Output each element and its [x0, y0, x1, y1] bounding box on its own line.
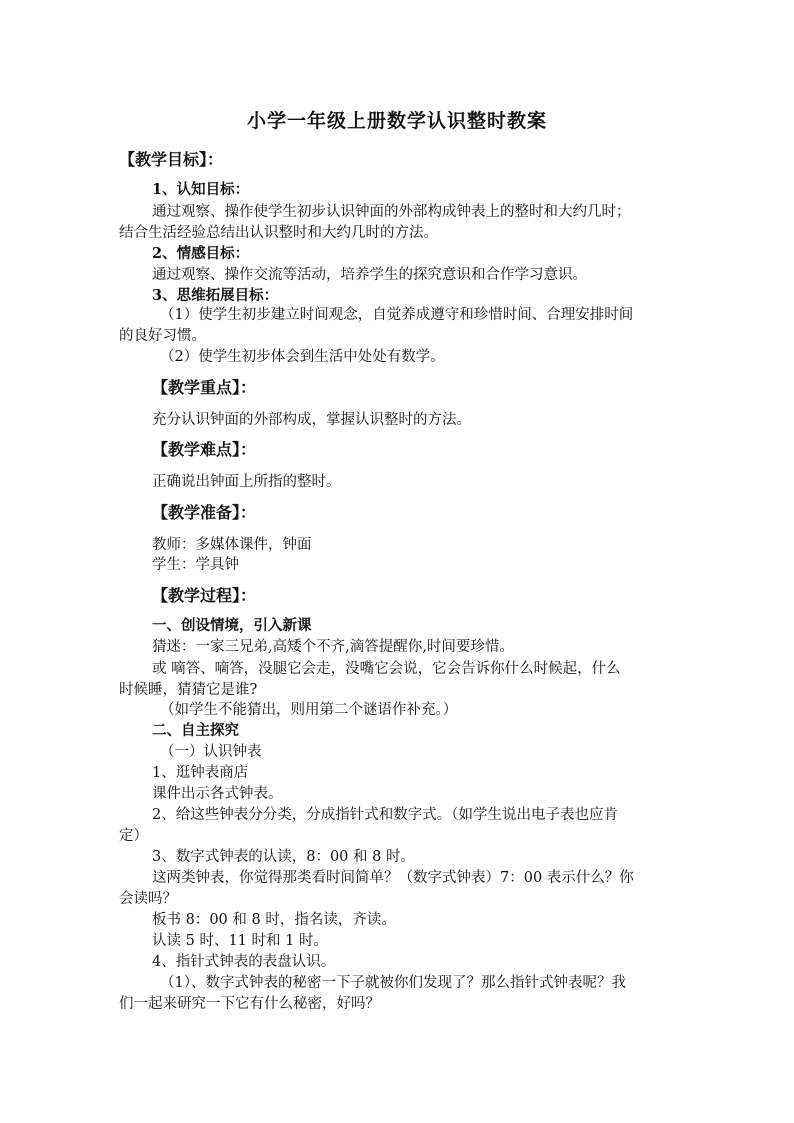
paragraph-line: （一）认识钟表 — [160, 744, 262, 760]
paragraph-line: 2、给这些钟表分分类，分成指针式和数字式。（如学生说出电子表也应肯 — [152, 807, 618, 823]
paragraph-line: 通过观察、操作使学生初步认识钟面的外部构成钟表上的整时和大约几时； — [152, 204, 631, 220]
document-title: 小学一年级上册数学认识整时教案 — [246, 110, 547, 132]
paragraph-line: 充分认识钟面的外部构成，掌握认识整时的方法。 — [152, 412, 471, 428]
paragraph-line: （2）使学生初步体会到生活中处处有数学。 — [160, 349, 445, 365]
section-heading-key-points: 【教学重点】： — [152, 378, 257, 397]
paragraph-line: 时候睡，猜猜它是谁? — [119, 682, 258, 698]
paragraph-line: 会读吗？ — [119, 891, 177, 907]
paragraph-line: 认读 5 时、11 时和 1 时。 — [152, 933, 328, 949]
section-heading-difficulties: 【教学难点】： — [152, 440, 257, 459]
paragraph-line: （1）使学生初步建立时间观念，自觉养成遵守和珍惜时间、合理安排时间 — [160, 307, 634, 323]
paragraph-line: 这两类钟表，你觉得那类看时间简单？（数字式钟表）7：00 表示什么？你 — [152, 870, 634, 886]
paragraph-line: 通过观察、操作交流等活动，培养学生的探究意识和合作学习意识。 — [152, 267, 587, 283]
subheading-thinking-goal: 3、思维拓展目标： — [152, 287, 279, 304]
section-heading-goals: 【教学目标】： — [119, 150, 224, 169]
paragraph-line: 教师：多媒体课件，钟面 — [152, 537, 312, 553]
paragraph-line: （如学生不能猜出，则用第二个谜语作补充。） — [160, 702, 458, 718]
paragraph-line: 学生：学具钟 — [152, 557, 239, 573]
paragraph-line: 们一起来研究一下它有什么秘密，好吗？ — [119, 996, 380, 1012]
paragraph-line: 的良好习惯。 — [119, 328, 206, 344]
paragraph-line: 正确说出钟面上所指的整时。 — [152, 474, 341, 490]
paragraph-line: 4、指针式钟表的表盘认识。 — [152, 954, 336, 970]
subheading-create-scenario: 一、创设情境，引入新课 — [152, 617, 312, 634]
subheading-cognitive-goal: 1、认知目标： — [152, 181, 250, 198]
paragraph-line: （1）、数字式钟表的秘密一下子就被你们发现了？那么指针式钟表呢？我 — [160, 975, 626, 991]
subheading-emotional-goal: 2、情感目标： — [152, 245, 250, 262]
section-heading-preparation: 【教学准备】： — [152, 503, 257, 522]
paragraph-line: 结合生活经验总结出认识整时和大约几时的方法。 — [119, 225, 438, 241]
paragraph-line: 猜迷：一家三兄弟,高矮个不齐,滴答提醒你,时间要珍惜。 — [152, 639, 514, 655]
paragraph-line: 板书 8：00 和 8 时，指名读，齐读。 — [152, 912, 396, 928]
paragraph-line: 定） — [119, 828, 148, 844]
paragraph-line: 3、数字式钟表的认读，8：00 和 8 时。 — [152, 849, 415, 865]
paragraph-line: 课件出示各式钟表。 — [152, 786, 283, 802]
paragraph-line: 或 嘀答、嘀答，没腿它会走，没嘴它会说，它会告诉你什么时候起，什么 — [152, 661, 621, 677]
paragraph-line: 1、逛钟表商店 — [152, 765, 249, 781]
section-heading-process: 【教学过程】： — [152, 586, 257, 605]
subheading-self-exploration: 二、自主探究 — [152, 722, 239, 739]
